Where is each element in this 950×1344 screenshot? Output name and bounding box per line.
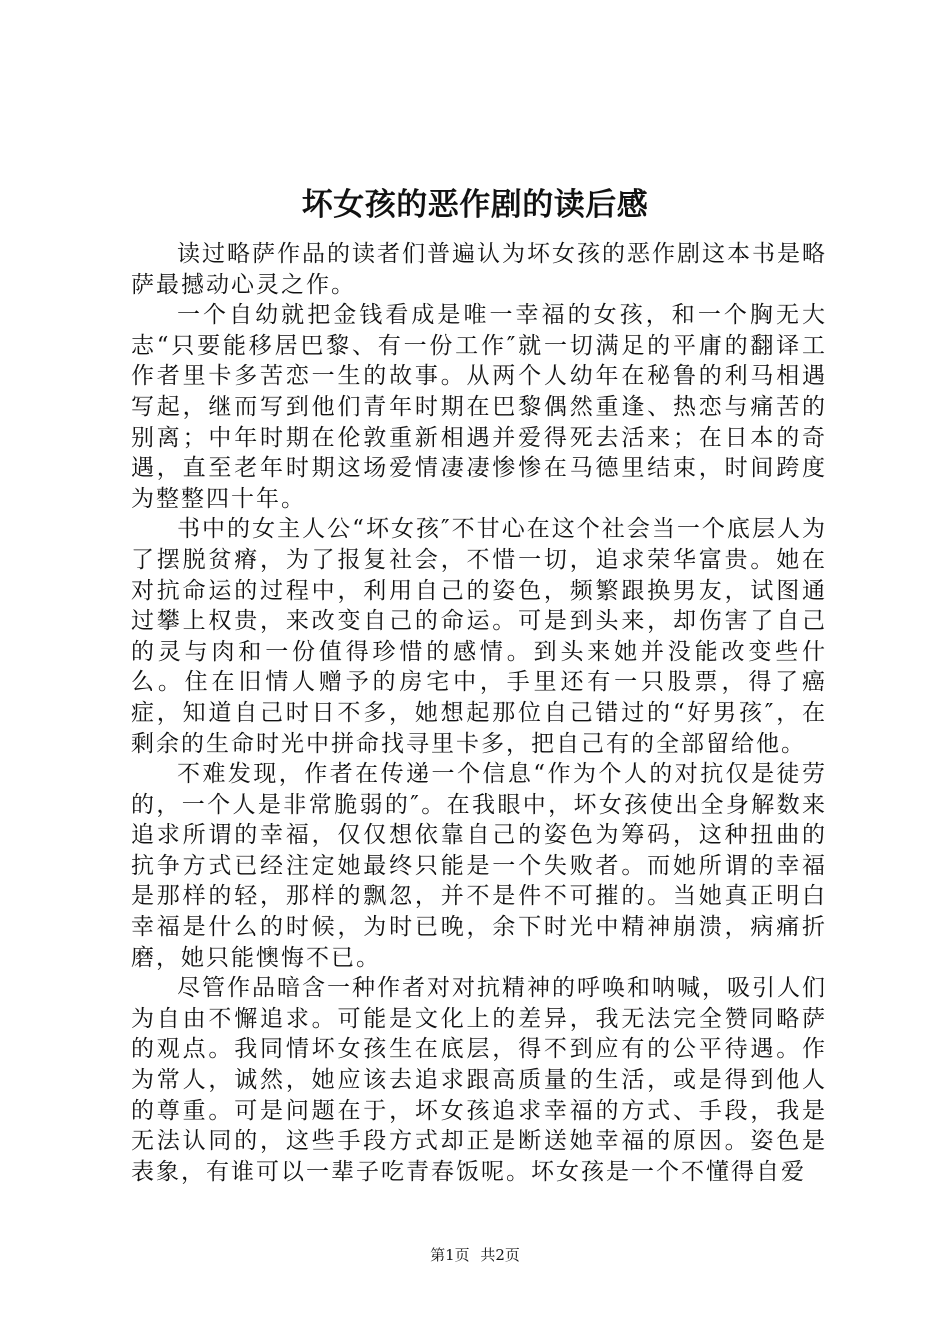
page-number: 第1页 <box>430 1246 470 1264</box>
paragraph: 不难发现，作者在传递一个信息“作为个人的对抗仅是徒劳的，一个人是非常脆弱的″。在我眼中，坏女孩使出全身解数来追求所谓的幸福，仅仅想依靠自己的姿色为筹码，这种扭曲的抗争方式已经注定她最终只能是一个失败者。而她所谓的幸福是那样的轻，那样的飘忽，并不是件不可摧的。当她真正明白幸福是什么的时候，为时已晚，余下时光中精神崩溃，病痛折磨，她只能懊悔不已。 <box>131 761 827 971</box>
page-footer <box>0 1245 950 1265</box>
paragraph: 尽管作品暗含一种作者对对抗精神的呼唤和呐喊，吸引人们为自由不懈追求。可能是文化上的差异，我无法完全赞同略萨的观点。我同情坏女孩生在底层，得不到应有的公平待遇。作为常人，诚然，她应该去追求跟高质量的生活，或是得到他人的尊重。可是问题在于，坏女孩追求幸福的方式、手段，我是无法认同的，这些手段方式却正是断送她幸福的原因。姿色是表象，有谁可以一辈子吃青春饭呢。坏女孩是一个不懂得自爱 <box>131 975 827 1185</box>
document-title: 坏女孩的恶作剧的读后感 <box>301 187 649 223</box>
paragraph: 读过略萨作品的读者们普遍认为坏女孩的恶作剧这本书是略萨最撼动心灵之作。 <box>131 241 827 298</box>
paragraph: 书中的女主人公“坏女孩″不甘心在这个社会当一个底层人为了摆脱贫瘠，为了报复社会，不惜一切，追求荣华富贵。她在对抗命运的过程中，利用自己的姿色，频繁跟换男友，试图通过攀上权贵，来改变自己的命运。可是到头来，却伤害了自己的灵与肉和一份值得珍惜的感情。到头来她并没能改变些什么。住在旧情人赠予的房宅中，手里还有一只股票，得了癌症，知道自己时日不多，她想起那位自己错过的“好男孩″，在剩余的生命时光中拼命找寻里卡多，把自己有的全部留给他。 <box>131 516 827 757</box>
page-total: 共2页 <box>480 1246 520 1264</box>
document-body <box>131 239 827 1187</box>
paragraph: 一个自幼就把金钱看成是唯一幸福的女孩，和一个胸无大志“只要能移居巴黎、有一份工作″就一切满足的平庸的翻译工作者里卡多苦恋一生的故事。从两个人幼年在秘鲁的利马相遇写起，继而写到他们青年时期在巴黎偶然重逢、热恋与痛苦的别离；中年时期在伦敦重新相遇并爱得死去活来；在日本的奇遇，直至老年时期这场爱情凄凄惨惨在马德里结束，时间跨度为整整四十年。 <box>131 302 827 512</box>
